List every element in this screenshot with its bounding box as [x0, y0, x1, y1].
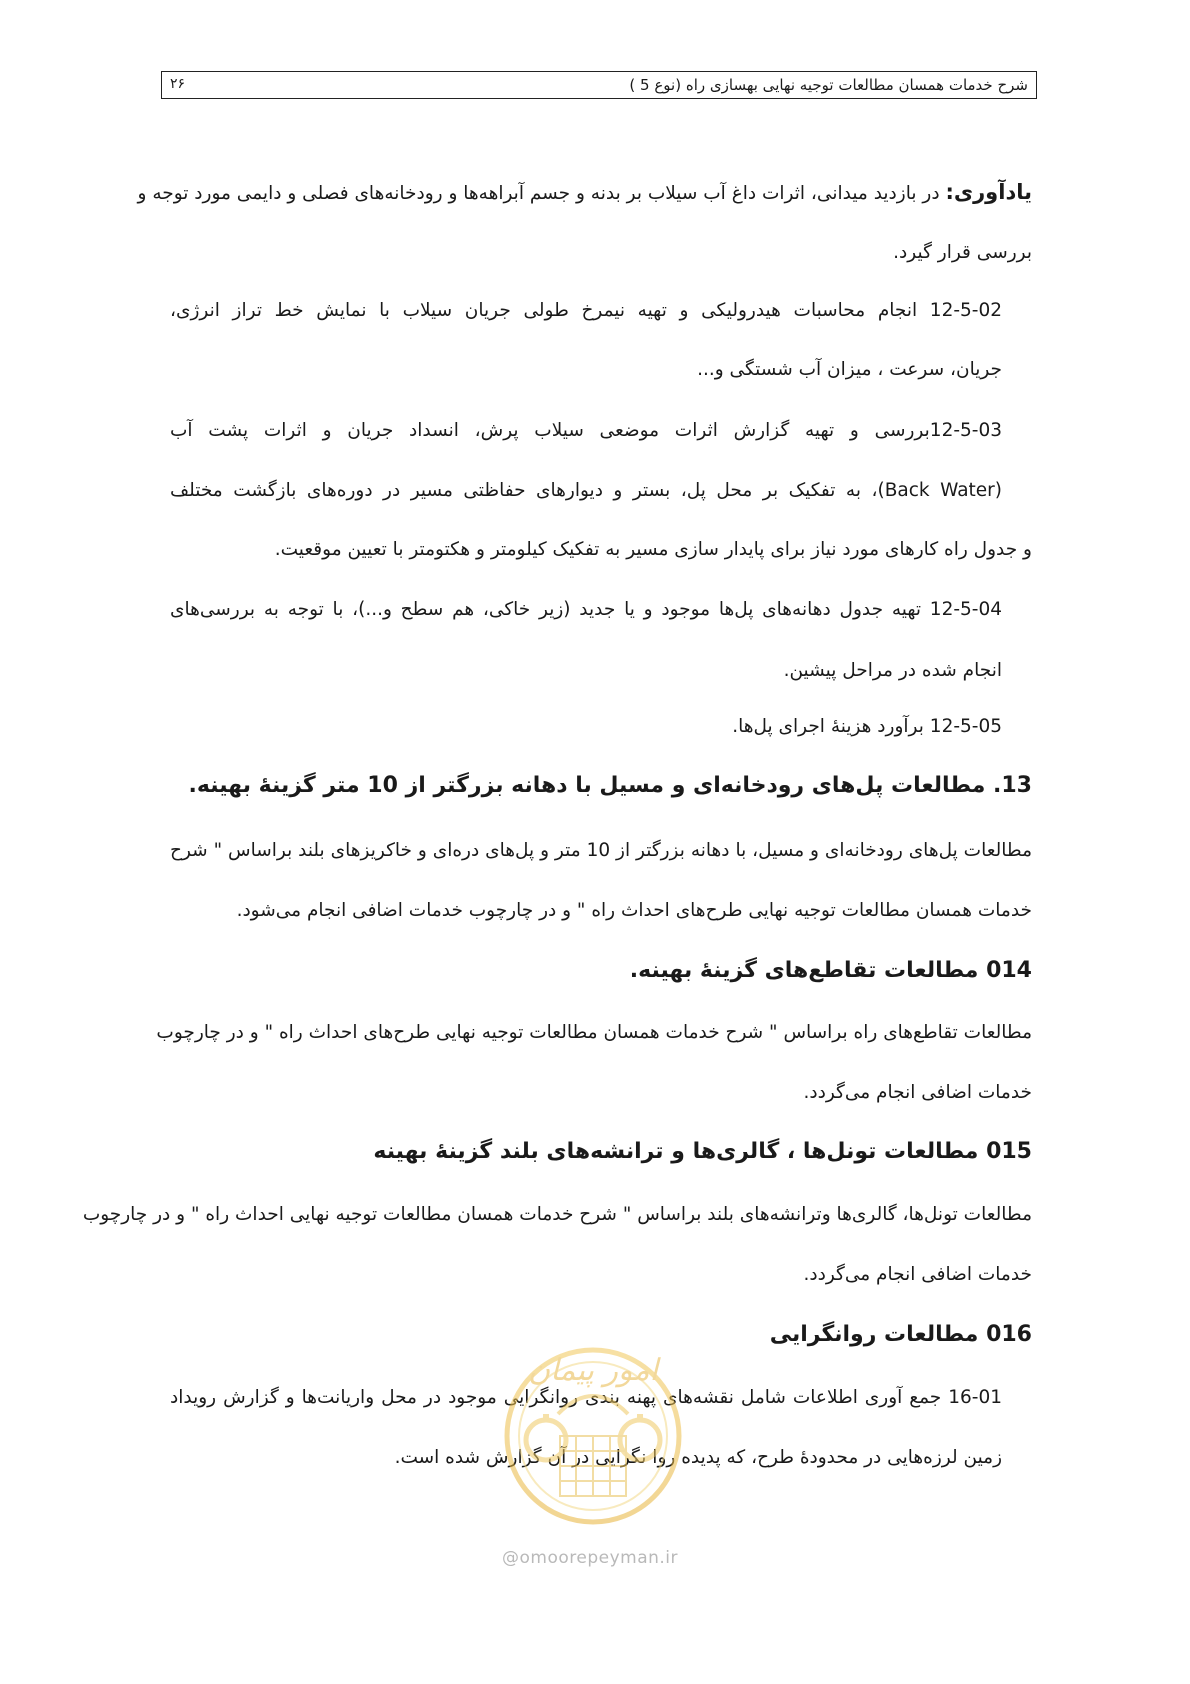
item-12-5-04-line-1: 12-5-04 تهیه جدول دهانه‌های پل‌ها موجود و یا جدید (زیر خاکی، هم سطح و...)، با توجه به بررسی‌های [170, 599, 1002, 620]
section-16-heading: 016 مطالعات روانگرایی [769, 1322, 1032, 1347]
section-16-line-2: زمین لرزه‌هایی در محدودهٔ طرح، که پدیده روا نگرایی در آن گزارش شده است. [394, 1447, 1002, 1468]
item-12-5-03-line-2: (Back Water)، به تفکیک بر محل پل، بستر و دیوارهای حفاظتی مسیر در دوره‌های بازگشت مختلف [170, 480, 1002, 501]
section-15-line-1: مطالعات تونل‌ها، گالری‌ها وترانشه‌های بلند براساس " شرح خدمات همسان مطالعات توجیه نهایی احداث راه " و در چارچوب [82, 1204, 1032, 1225]
watermark-logo [498, 1318, 688, 1550]
note-text: در بازدید میدانی، اثرات داغ آب سیلاب بر بدنه و جسم آبراهه‌ها و رودخانه‌های فصلی و دایمی مورد توجه و [137, 183, 946, 204]
section-14-line-2: خدمات اضافی انجام می‌گردد. [803, 1082, 1032, 1103]
section-14-line-1: مطالعات تقاطع‌های راه براساس " شرح خدمات همسان مطالعات توجیه نهایی طرح‌های احداث راه " و در چارچوب [156, 1022, 1032, 1043]
note-label: یادآوری: [945, 180, 1032, 204]
item-12-5-04-line-2: انجام شده در مراحل پیشین. [783, 660, 1002, 681]
header-title: شرح خدمات همسان مطالعات توجیه نهایی بهسازی راه (نوع 5 ) [629, 76, 1028, 94]
item-12-5-03-line-1: 12-5-03بررسی و تهیه گزارش اثرات موضعی سیلاب پرش، انسداد جریان و اثرات پشت آب [170, 420, 1002, 441]
item-12-5-05-line-1: 12-5-05 برآورد هزینهٔ اجرای پل‌ها. [732, 716, 1002, 737]
page-header [161, 71, 1037, 99]
item-12-5-02-line-1: 12-5-02 انجام محاسبات هیدرولیکی و تهیه نیمرخ طولی جریان سیلاب با نمایش خط تراز انرژی، [170, 300, 1002, 321]
section-13-line-1: مطالعات پل‌های رودخانه‌ای و مسیل، با دهانه بزرگتر از 10 متر و پل‌های دره‌ای و خاکریزهای بلند براساس " شرح [170, 840, 1032, 861]
section-15-line-2: خدمات اضافی انجام می‌گردد. [803, 1264, 1032, 1285]
page-number: ۲۶ [170, 76, 186, 92]
section-14-heading: 014 مطالعات تقاطع‌های گزینهٔ بهینه. [629, 958, 1032, 983]
section-13-line-2: خدمات همسان مطالعات توجیه نهایی طرح‌های احداث راه " و در چارچوب خدمات اضافی انجام می‌شود. [236, 900, 1032, 921]
section-13-heading: 13. مطالعات پل‌های رودخانه‌ای و مسیل با دهانه بزرگتر از 10 متر گزینهٔ بهینه. [188, 773, 1032, 798]
watermark-url: @omoorepeyman.ir [502, 1548, 679, 1568]
item-12-5-03-line-3: و جدول راه کارهای مورد نیاز برای پایدار سازی مسیر به تفکیک کیلومتر و هکتومتر با تعیین موقعیت. [274, 539, 1032, 560]
note-paragraph-line-2: بررسی قرار گیرد. [893, 242, 1032, 263]
item-12-5-02-line-2: جریان، سرعت ، میزان آب شستگی و... [697, 359, 1002, 380]
section-15-heading: 015 مطالعات تونل‌ها ، گالری‌ها و ترانشه‌های بلند گزینهٔ بهینه [373, 1139, 1032, 1164]
note-paragraph-line-1 [137, 177, 1032, 209]
section-16-line-1: 16-01 جمع آوری اطلاعات شامل نقشه‌های پهنه بندی روانگرایی موجود در محل واریانت‌ها و گزارش رویداد [170, 1387, 1002, 1408]
watermark-logo-text: امور پیمان [528, 1353, 658, 1388]
